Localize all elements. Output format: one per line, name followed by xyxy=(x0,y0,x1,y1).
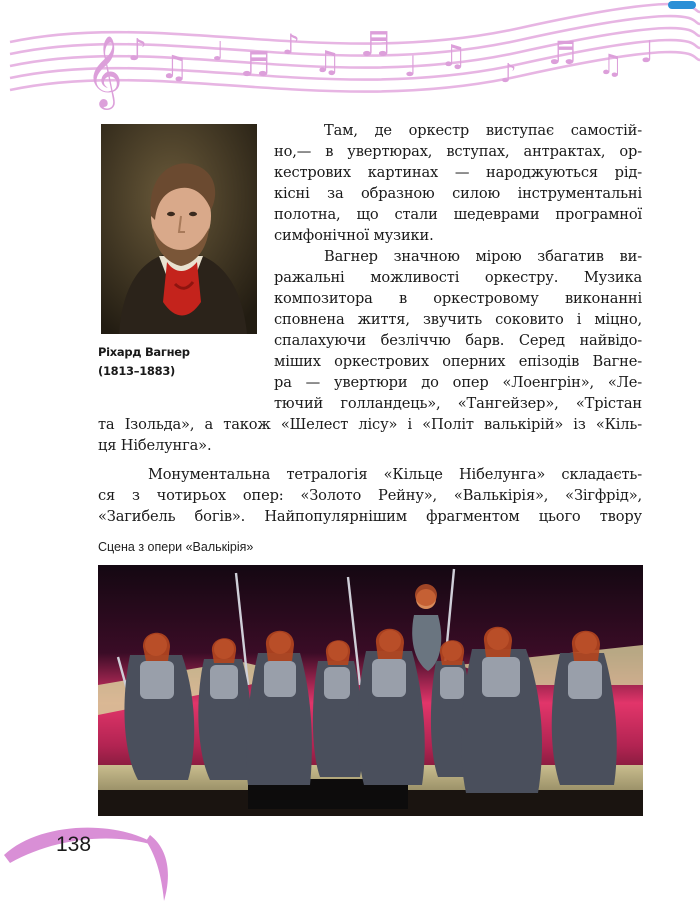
text-line: Там, де оркестр виступає самостій- xyxy=(324,122,642,139)
portrait-caption-name: Ріхард Вагнер xyxy=(98,345,190,359)
text-line: кісні за образною силою інструментальні xyxy=(274,185,642,202)
text-line: міших оркестрових оперних епізодів Вагне- xyxy=(274,353,642,370)
svg-text:♫: ♫ xyxy=(598,48,624,81)
music-staff-header xyxy=(0,0,700,110)
svg-text:♩: ♩ xyxy=(640,35,655,70)
text-line: полотна, що стали шедеврами програмної xyxy=(274,206,642,223)
text-line: ся з чотирьох опер: «Золото Рейну», «Валькірія», «Зігфрід», xyxy=(98,487,642,504)
text-line: тючий голландець», «Тангейзер», «Трістан xyxy=(274,395,642,412)
svg-text:♪: ♪ xyxy=(128,33,148,68)
portrait-caption-years: (1813–1883) xyxy=(98,364,175,378)
svg-text:♫: ♫ xyxy=(440,39,467,74)
page-number-swoosh xyxy=(0,815,200,906)
wagner-portrait-image xyxy=(101,124,257,334)
text-line: кестрових картинах — народжуються рід- xyxy=(274,164,642,181)
svg-text:♪: ♪ xyxy=(500,59,517,89)
text-line: Монументальна тетралогія «Кільце Нібелунга» складаєть- xyxy=(148,466,642,483)
text-line: «Загибель богів». Найпопулярнішим фрагментом цього твору xyxy=(98,508,642,525)
text-line: ця Нібелунга». xyxy=(98,437,212,454)
text-line: Вагнер значною мірою збагатив ви- xyxy=(324,248,642,265)
svg-text:♬: ♬ xyxy=(240,45,271,85)
corner-badge xyxy=(668,1,696,9)
valkyrie-stage-photo xyxy=(98,565,643,816)
text-line: ра — увертюри до опер «Лоенгрін», «Ле- xyxy=(274,374,642,391)
svg-text:♬: ♬ xyxy=(548,34,577,72)
text-line: композитора в оркестровому виконанні xyxy=(274,290,642,307)
portrait-caption xyxy=(98,343,268,381)
text-line: та Ізольда», а також «Шелест лісу» і «Політ валькірій» із «Кіль- xyxy=(98,416,642,433)
svg-text:♪: ♪ xyxy=(282,28,300,61)
svg-text:♫: ♫ xyxy=(314,45,341,80)
text-line: сповнена життя, звучить соковито і міцно, xyxy=(274,311,642,328)
text-line: но,— в увертюрах, вступах, антрактах, ор- xyxy=(274,143,642,160)
page-number: 138 xyxy=(56,833,92,856)
text-line: ражальні можливості оркестру. Музика xyxy=(274,269,642,286)
svg-text:♩: ♩ xyxy=(212,37,225,67)
scene-caption: Сцена з опери «Валькірія» xyxy=(98,540,254,554)
treble-clef-icon: 𝄞 xyxy=(86,34,123,107)
text-line: спалахуючи безліччю барв. Серед найвідо- xyxy=(274,332,642,349)
svg-text:♩: ♩ xyxy=(404,50,418,83)
text-line: симфонічної музики. xyxy=(274,227,434,244)
svg-text:♫: ♫ xyxy=(160,48,189,86)
svg-text:♬: ♬ xyxy=(360,25,391,65)
